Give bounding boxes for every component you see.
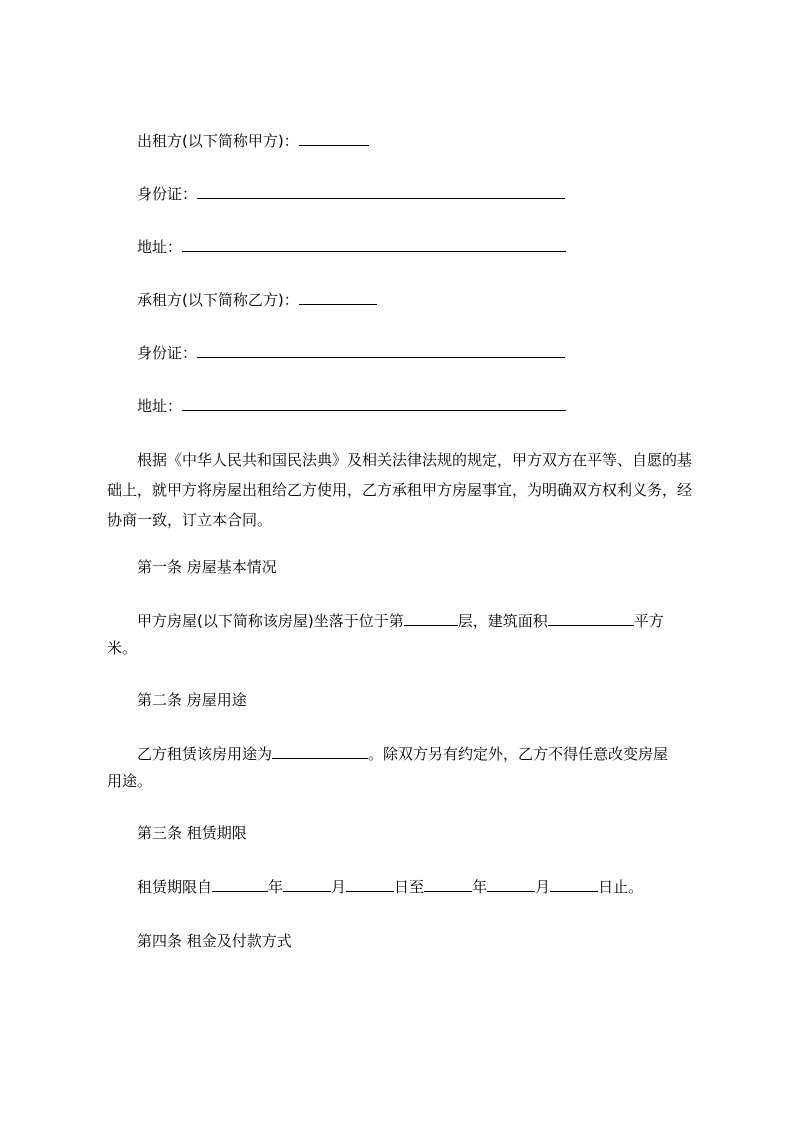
article1-line1 — [137, 611, 664, 631]
article4-title: 第四条 租金及付款方式 — [137, 932, 292, 950]
day-end-label: 日止。 — [598, 878, 644, 896]
lessee-address-blank[interactable] — [182, 396, 566, 411]
lease-period-line — [137, 877, 643, 897]
start-year-blank[interactable] — [212, 877, 268, 892]
article1-text-a: 甲方房屋(以下简称该房屋)坐落于位于第 — [137, 612, 404, 630]
lessor-id-label: 身份证： — [137, 185, 198, 203]
year-label-2: 年 — [472, 878, 488, 896]
lease-prefix: 租赁期限自 — [137, 878, 213, 896]
lessee-address-label: 地址： — [137, 397, 183, 415]
lessee-address-line — [137, 396, 566, 416]
start-month-blank[interactable] — [283, 877, 331, 892]
start-day-blank[interactable] — [346, 877, 394, 892]
article2-text-c: 用途。 — [107, 772, 153, 790]
article1-text-d: 米。 — [107, 639, 138, 657]
article1-text-b: 层，建筑面积 — [457, 612, 548, 630]
end-month-blank[interactable] — [487, 877, 535, 892]
year-label-1: 年 — [268, 878, 284, 896]
lessee-id-label: 身份证： — [137, 344, 198, 362]
end-day-blank[interactable] — [550, 877, 598, 892]
lessee-id-blank[interactable] — [197, 343, 565, 358]
floor-blank[interactable] — [404, 611, 458, 626]
lessee-line — [137, 290, 377, 310]
article2-title: 第二条 房屋用途 — [137, 691, 247, 709]
area-blank[interactable] — [548, 611, 634, 626]
article1-title: 第一条 房屋基本情况 — [137, 558, 277, 576]
article2-text-b: 。除双方另有约定外，乙方不得任意改变房屋 — [368, 745, 669, 763]
lessor-label: 出租方(以下简称甲方)： — [137, 132, 299, 150]
lessor-id-line — [137, 184, 565, 204]
preamble-paragraph: 根据《中华人民共和国民法典》及相关法律法规的规定，甲方双方在平等、自愿的基础上，就甲方将房屋出租给乙方使用，乙方承租甲方房屋事宜，为明确双方权利义务，经协商一致，订立本合同。 — [107, 451, 693, 529]
lessee-id-line — [137, 343, 565, 363]
article2-line1 — [137, 744, 668, 764]
end-year-blank[interactable] — [424, 877, 472, 892]
lessor-id-blank[interactable] — [197, 184, 565, 199]
article3-title: 第三条 租赁期限 — [137, 824, 247, 842]
month-label-1: 月 — [331, 878, 347, 896]
lessor-address-blank[interactable] — [182, 237, 566, 252]
lessor-line — [137, 131, 369, 151]
usage-blank[interactable] — [272, 744, 368, 759]
month-label-2: 月 — [535, 878, 551, 896]
article1-text-c: 平方 — [633, 612, 664, 630]
lessor-address-label: 地址： — [137, 238, 183, 256]
article2-text-a: 乙方租赁该房用途为 — [137, 745, 273, 763]
lessee-label: 承租方(以下简称乙方)： — [137, 291, 299, 309]
lessee-name-blank[interactable] — [299, 290, 377, 305]
day-to-label: 日至 — [394, 878, 425, 896]
lessor-address-line — [137, 237, 566, 257]
lessor-name-blank[interactable] — [299, 131, 369, 146]
